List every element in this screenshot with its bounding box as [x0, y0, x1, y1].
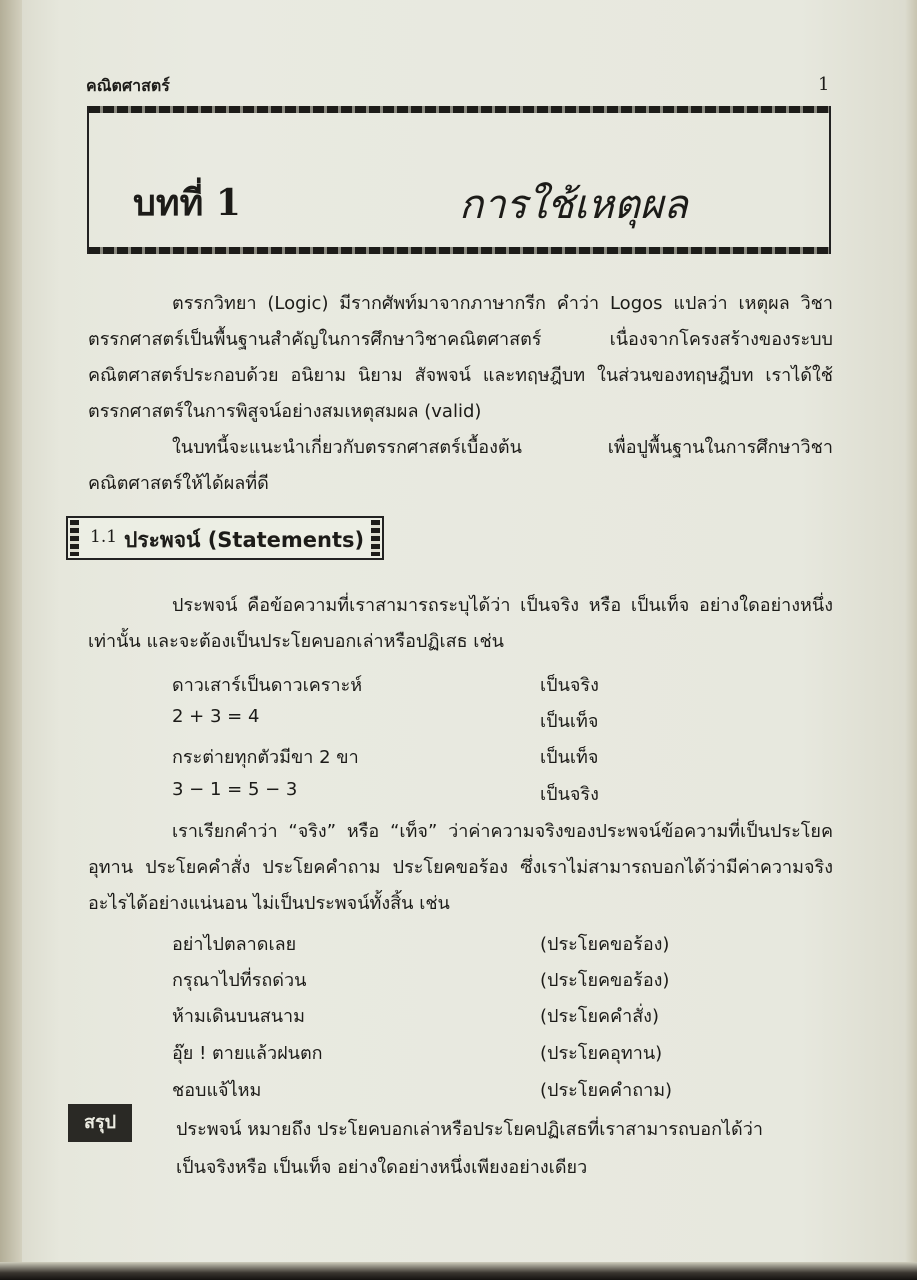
chapter-title: การใช้เหตุผล: [459, 182, 688, 228]
intro-paragraph-1: ตรรกวิทยา (Logic) มีรากศัพท์มาจากภาษากรีก คำว่า Logos แปลว่า เหตุผล วิชาตรรกศาสตร์เป็นพื้นฐานสำคัญในการศึกษาวิชาคณิตศาสตร์ เนื่องจากโครงสร้างของระบบคณิตศาสตร์ประกอบด้วย อนิยาม นิยาม สัจพจน์ และทฤษฎีบท ในส่วนของทฤษฎีบท เราได้ใช้ตรรกศาสตร์ในการพิสูจน์อย่างสมเหตุสมผล (valid): [88, 293, 833, 422]
section-number: 1.1: [90, 527, 118, 547]
page-binding-shadow: [0, 0, 22, 1280]
chapter-label: บทที่ 1: [133, 182, 241, 224]
dashed-rule-bottom: [89, 247, 829, 254]
non-statement-example-type: (ประโยคคำถาม): [540, 1080, 673, 1101]
summary-label: สรุป: [68, 1104, 132, 1142]
non-statement-example-type: (ประโยคขอร้อง): [540, 970, 670, 991]
page-number: 1: [818, 74, 830, 95]
chapter-title-box: [87, 106, 831, 254]
definition-paragraph: ประพจน์ คือข้อความที่เราสามารถระบุได้ว่า เป็นจริง หรือ เป็นเท็จ อย่างใดอย่างหนึ่งเท่านั้น และจะต้องเป็นประโยคบอกเล่าหรือปฏิเสธ เช่น: [88, 595, 833, 652]
intro-paragraph-2: ในบทนี้จะแนะนำเกี่ยวกับตรรกศาสตร์เบื้องต้น เพื่อปูพื้นฐานในการศึกษาวิชาคณิตศาสตร์ให้ได้ผลที่ดี: [88, 437, 833, 494]
non-statement-example-text: ชอบแจ้ไหม: [172, 1080, 262, 1101]
statement-example-value: เป็นเท็จ: [540, 711, 599, 732]
non-statement-example-type: (ประโยคอุทาน): [540, 1043, 663, 1064]
non-statement-example-type: (ประโยคคำสั่ง): [540, 1006, 659, 1027]
non-statement-example-text: กรุณาไปที่รถด่วน: [172, 970, 307, 991]
statement-example-text: 3 − 1 = 5 − 3: [172, 779, 298, 800]
statement-example-text: ดาวเสาร์เป็นดาวเคราะห์: [172, 675, 363, 696]
summary-line-1: ประพจน์ หมายถึง ประโยคบอกเล่าหรือประโยคปฏิเสธที่เราสามารถบอกได้ว่า: [176, 1119, 763, 1140]
page-bottom-shadow: [0, 1262, 917, 1280]
non-statement-example-text: อย่าไปตลาดเลย: [172, 934, 297, 955]
truth-value-paragraph: เราเรียกคำว่า “จริง” หรือ “เท็จ” ว่าค่าความจริงของประพจน์ข้อความที่เป็นประโยคอุทาน ประโยคคำสั่ง ประโยคคำถาม ประโยคขอร้อง ซึ่งเราไม่สามารถบอกได้ว่ามีค่าความจริงอะไรได้อย่างแน่นอน ไม่เป็นประพจน์ทั้งสิ้น เช่น: [88, 821, 833, 914]
summary-line-2: เป็นจริงหรือ เป็นเท็จ อย่างใดอย่างหนึ่งเพียงอย่างเดียว: [176, 1157, 588, 1178]
section-heading-box: [66, 516, 384, 560]
statement-example-text: 2 + 3 = 4: [172, 706, 260, 727]
dashed-rule-top: [89, 106, 829, 113]
statement-example-value: เป็นเท็จ: [540, 747, 599, 768]
running-head: คณิตศาสตร์: [86, 76, 170, 95]
statement-example-value: เป็นจริง: [540, 675, 599, 696]
statement-example-text: กระต่ายทุกตัวมีขา 2 ขา: [172, 747, 359, 768]
non-statement-example-text: ห้ามเดินบนสนาม: [172, 1006, 305, 1027]
section-title: ประพจน์ (Statements): [124, 528, 365, 552]
statement-example-value: เป็นจริง: [540, 784, 599, 805]
non-statement-example-type: (ประโยคขอร้อง): [540, 934, 670, 955]
non-statement-example-text: อุ๊ย ! ตายแล้วฝนตก: [172, 1043, 323, 1064]
